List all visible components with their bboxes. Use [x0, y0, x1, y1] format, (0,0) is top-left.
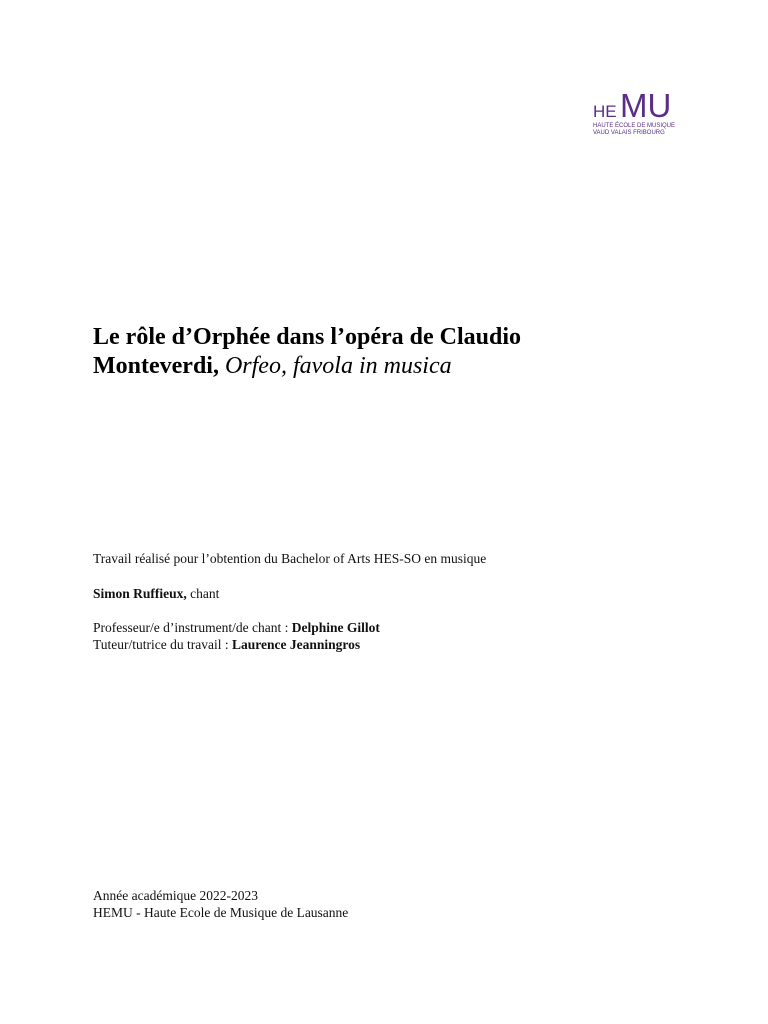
professor-label: Professeur/e d’instrument/de chant : [93, 620, 289, 635]
tutor-line [93, 636, 360, 653]
document-title [93, 323, 693, 381]
professor-name: Delphine Gillot [291, 620, 380, 635]
logo-tagline-2: VAUD VALAIS FRIBOURG [593, 130, 665, 136]
author-line [93, 585, 219, 602]
school-name: HEMU - Haute Ecole de Musique de Lausanne [93, 905, 349, 920]
tutor-label: Tuteur/tutrice du travail : [93, 637, 229, 652]
academic-year: Année académique 2022-2023 [93, 888, 258, 903]
title-line-1: Le rôle d’Orphée dans l’opéra de Claudio [93, 324, 522, 350]
hemu-logo [588, 86, 684, 138]
author-instrument: chant [190, 586, 220, 601]
hemu-logo-graphic [588, 86, 684, 138]
professor-line [93, 619, 380, 636]
logo-tagline-1: HAUTE ÉCOLE DE MUSIQUE [593, 123, 676, 129]
title-work-name: Orfeo, favola in musica [224, 353, 452, 379]
tutor-name: Laurence Jeanningros [231, 637, 361, 652]
logo-mu: MU [620, 87, 672, 124]
thesis-purpose: Travail réalisé pour l’obtention du Bachelor of Arts HES-SO en musique [93, 551, 487, 566]
title-line-2: Monteverdi, [93, 353, 219, 379]
logo-he: HE [593, 102, 617, 121]
author-name: Simon Ruffieux, [93, 586, 187, 601]
